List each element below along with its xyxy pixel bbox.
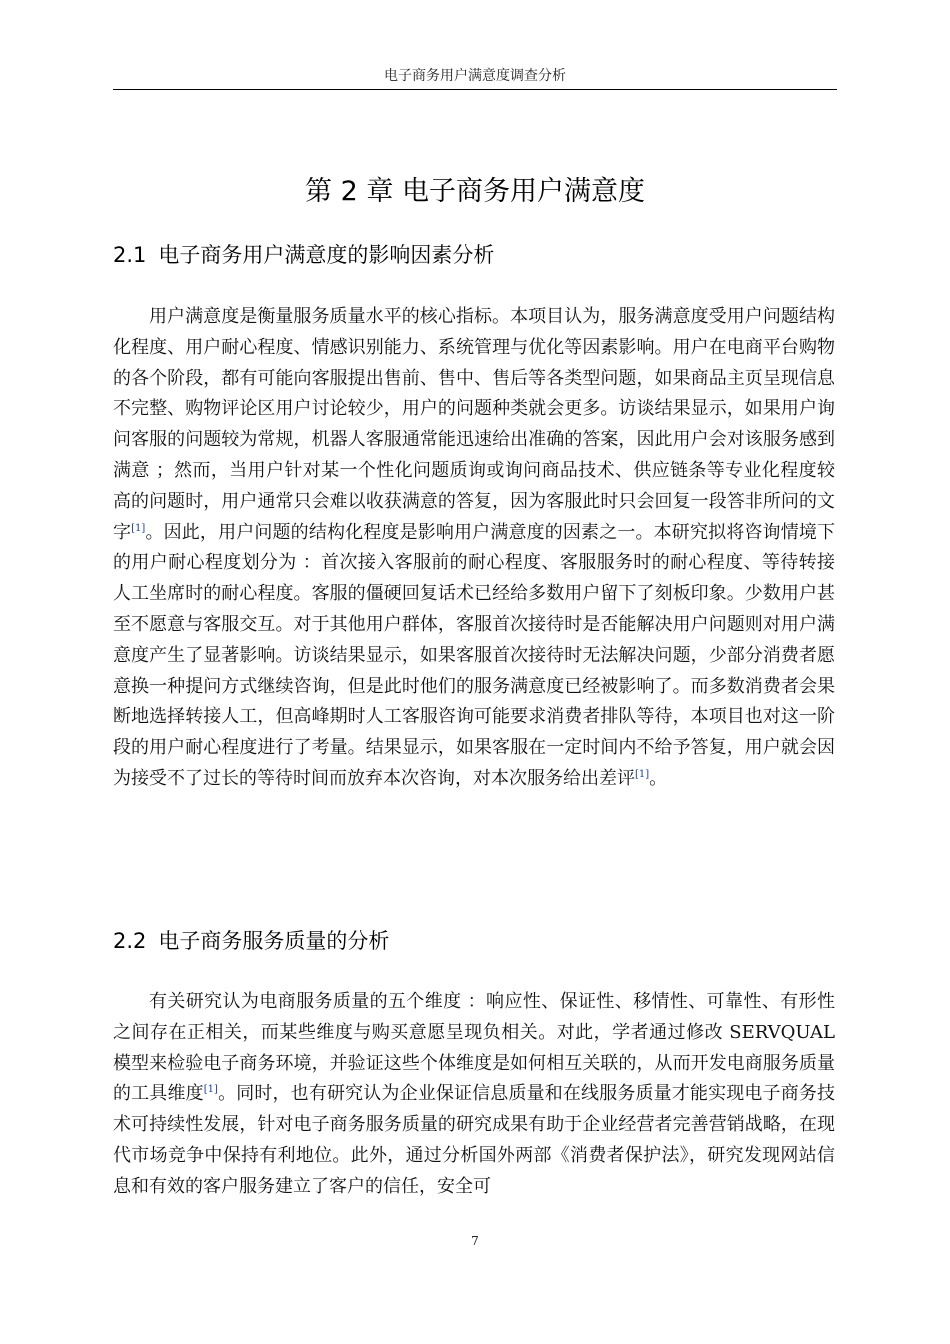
citation-link[interactable]: [1] bbox=[131, 522, 146, 534]
section-number: 2.2 bbox=[113, 929, 147, 953]
paragraph-2-1 bbox=[113, 302, 835, 795]
paragraph-text: 。因此，用户问题的结构化程度是影响用户满意度的因素之一。本研究拟将咨询情境下的用户耐心程度划分为 ：首次接入客服前的耐心程度、客服服务时的耐心程度、等待转接人工坐席时的耐心程度。客服的僵硬回复话术已经给多数用户留下了刻板印象。少数用户甚至不愿意与客服交互。对于其他用户群体，客服首次接待时是否能解决用户问题则对用户满意度产生了显著影响。访谈结果显示，如果客服首次接待时无法解决问题，少部分消费者愿意换一种提问方式继续咨询，但是此时他们的服务满意度已经被影响了。而多数消费者会果断地选择转接人工，但高峰期时人工客服咨询可能要求消费者排队等待，本项目也对这一阶段的用户耐心程度进行了考量。结果显示，如果客服在一定时间内不给予答复，用户就会因为接受不了过长的等待时间而放弃本次咨询，对本次服务给出差评 bbox=[113, 521, 836, 789]
running-header: 电子商务用户满意度调查分析 bbox=[384, 68, 566, 84]
section-number: 2.1 bbox=[113, 243, 147, 267]
citation-link[interactable]: [1] bbox=[203, 1084, 218, 1096]
section-heading-2-2 bbox=[113, 926, 389, 956]
header-rule bbox=[113, 89, 837, 90]
paragraph-2-2 bbox=[113, 987, 835, 1203]
paragraph-text: 。同时，也有研究认为企业保证信息质量和在线服务质量才能实现电子商务技术可持续性发展，针对电子商务服务质量的研究成果有助于企业经营者完善营销战略，在现代市场竞争中保持有利地位。此外，通过分析国外两部《消费者保护法》，研究发现网站信息和有效的客户服务建立了客户的信任，安全可 bbox=[113, 1083, 835, 1197]
chapter-title: 第 2 章 电子商务用户满意度 bbox=[305, 176, 645, 207]
section-title-text: 电子商务服务质量的分析 bbox=[158, 929, 390, 953]
paragraph-text: 有关研究认为电商服务质量的五个维度 ：响应性、保证性、移情性、可靠性、有形性之间存在正相关，而某些维度与购买意愿呈现负相关。对此，学者通过修改 SERVQUAL 模型来检验电子商务环境，并验证这些个体维度是如何相互关联的，从而开发电商服务质量的工具维度 bbox=[113, 991, 835, 1105]
section-title-text: 电子商务用户满意度的影响因素分析 bbox=[158, 243, 495, 267]
paragraph-text: 用户满意度是衡量服务质量水平的核心指标。本项目认为，服务满意度受用户问题结构化程度、用户耐心程度、情感识别能力、系统管理与优化等因素影响。用户在电商平台购物的各个阶段，都有可能向客服提出售前、售中、售后等各类型问题，如果商品主页呈现信息不完整、购物评论区用户讨论较少，用户的问题种类就会更多。访谈结果显示，如果用户询问客服的问题较为常规，机器人客服通常能迅速给出准确的答案，因此用户会对该服务感到满意 ；然而，当用户针对某一个性化问题质询或询问商品技术、供应链条等专业化程度较高的问题时，用户通常只会难以收获满意的答复，因为客服此时只会回复一段答非所问的文字 bbox=[113, 306, 835, 543]
section-heading-2-1 bbox=[113, 240, 494, 270]
citation-link[interactable]: [1] bbox=[635, 768, 650, 780]
paragraph-text: 。 bbox=[649, 767, 668, 789]
page-number: 7 bbox=[471, 1234, 479, 1248]
